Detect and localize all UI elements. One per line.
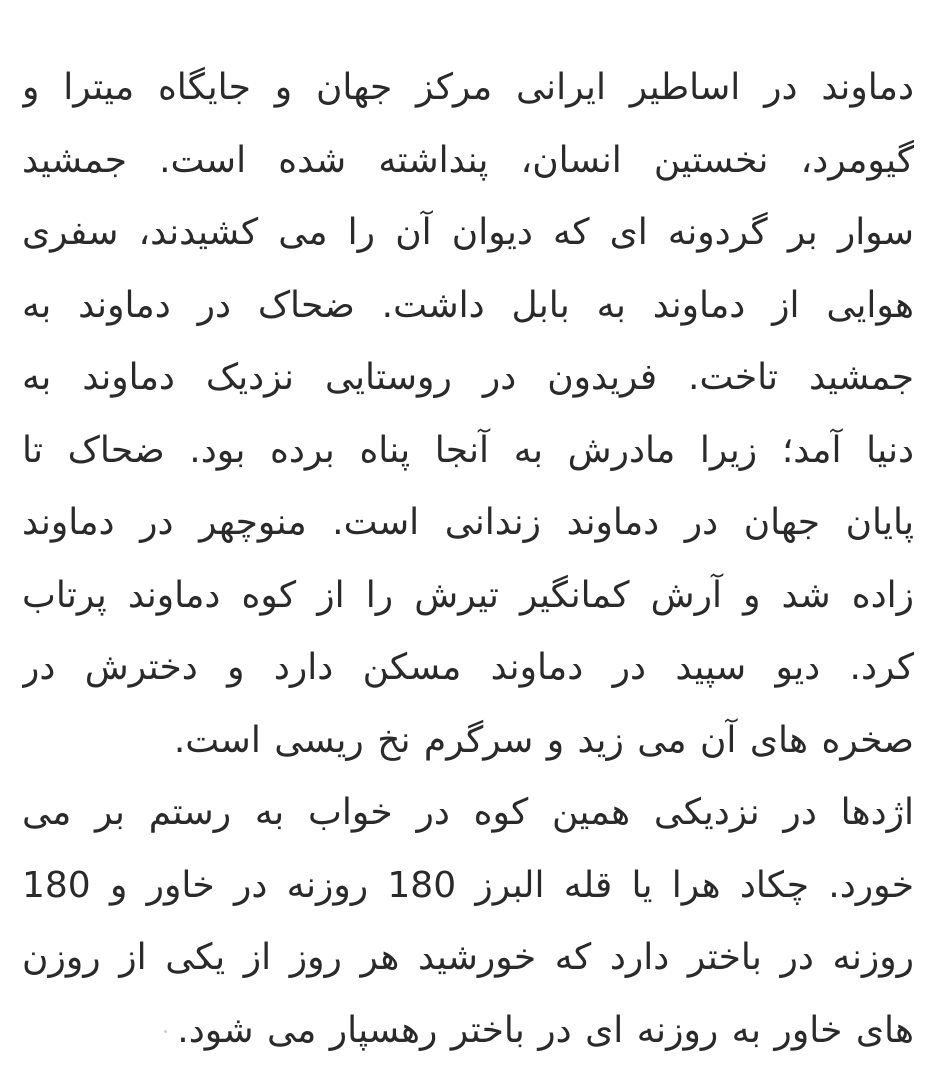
selection-dot xyxy=(164,1030,167,1033)
text-line-1: دماوند در اساطیر ایرانی مرکز جهان و جایگاه میترا و xyxy=(22,67,914,108)
text-line-7: پایان جهان در دماوند زندانی است. منوچهر در دماوند xyxy=(22,502,914,543)
text-line-11: اژدها در نزدیکی همین کوه در خواب به رستم بر می xyxy=(22,792,914,833)
text-line-5: جمشید تاخت. فریدون در روستایی نزدیک دماوند به xyxy=(22,357,914,398)
text-line-3: سوار بر گردونه ای که دیوان آن را می کشیدند، سفری xyxy=(22,212,914,253)
text-line-14 xyxy=(22,995,914,1068)
text-line-12: خورد. چکاد هرا یا قله البرز 180 روزنه در خاور و 180 xyxy=(22,864,914,906)
text-line-6: دنیا آمد؛ زیرا مادرش به آنجا پناه برده بود. ضحاک تا xyxy=(22,429,914,471)
text-line-4: هوایی از دماوند به بابل داشت. ضحاک در دماوند به xyxy=(22,284,914,326)
body-paragraph xyxy=(22,52,914,1067)
text-line-10: صخره های آن می زید و سرگرم نخ ریسی است. xyxy=(173,719,914,761)
text-line-13: روزنه در باختر دارد که خورشید هر روز از یکی از روزن xyxy=(22,937,914,978)
text-line-9: کرد. دیو سپید در دماوند مسکن دارد و دخترش در xyxy=(22,647,914,688)
text-line-8: زاده شد و آرش کمانگیر تیرش را از کوه دماوند پرتاب xyxy=(22,574,914,616)
text-line-2: گیومرد، نخستین انسان، پنداشته شده است. جمشید xyxy=(22,139,914,181)
text-line-14-content: های خاور به روزنه ای در باختر رهسپار می شود. xyxy=(177,1009,914,1051)
